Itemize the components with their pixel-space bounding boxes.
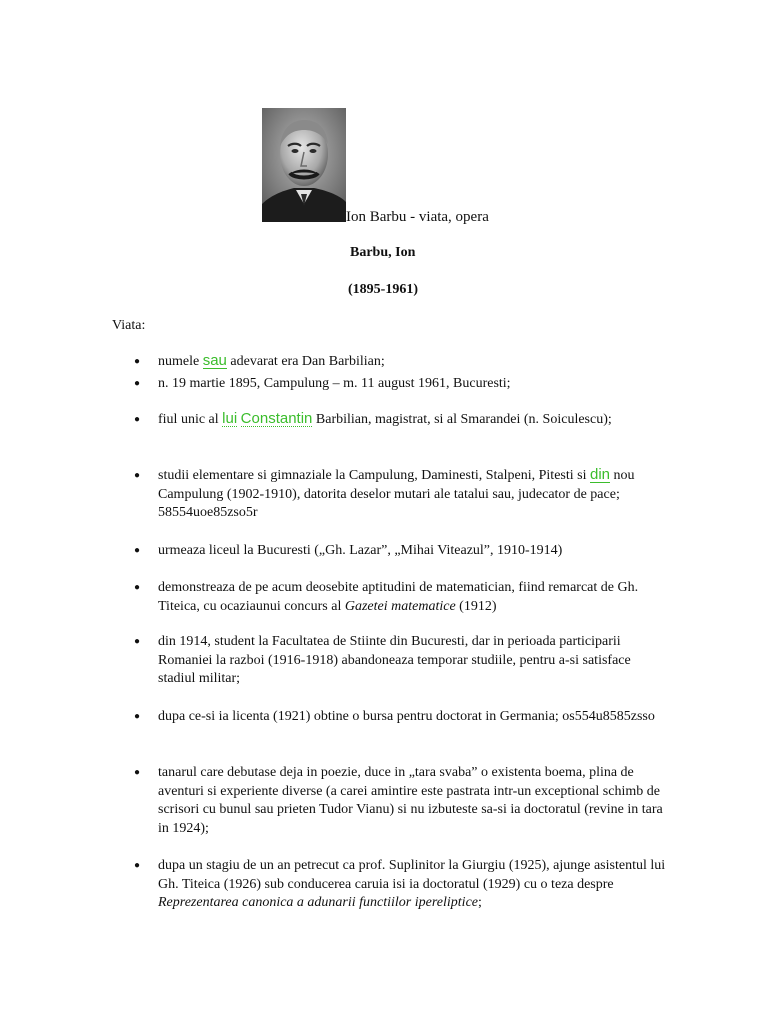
bullet-icon: ● (134, 414, 141, 425)
list-item: ● urmeaza liceul la Bucuresti („Gh. Lazar”, „Mihai Viteazul”, 1910-1914) (158, 542, 668, 561)
author-years: (1895-1961) (348, 282, 418, 297)
portrait-image (262, 108, 346, 222)
list-item: ● studii elementare si gimnaziale la Campulung, Daminesti, Stalpeni, Pitesti si din nou Campulung (1902-1910), datorita deselor mutari ale tatalui sau, judecator de pace; 58554uoe85zso5r (134, 466, 635, 520)
list-item: ● fiul unic al lui Constantin Barbilian, magistrat, si al Smarandei (n. Soiculescu); (158, 411, 668, 430)
bullet-icon: ● (134, 582, 141, 593)
bullet-icon: ● (134, 767, 141, 778)
list-item: ● dupa un stagiu de un an petrecut ca prof. Suplinitor la Giurgiu (1925), ajunge asistentul lui Gh. Titeica (1926) sub conducerea caruia isi ia doctoratul (1929) cu o teza despre Reprezentarea canonica a adunarii functiilor ipereliptice; (134, 858, 666, 910)
list-item: ● n. 19 martie 1895, Campulung – m. 11 august 1961, Bucuresti; (158, 375, 668, 394)
list-item: ● tanarul care debutase deja in poezie, duce in „tara svaba” o existenta boema, plina de aventuri si experiente diverse (a carei amintire este pastrata intr-un exceptional schimb de scrisori cu bunul sau prieten Tudor Vianu) si nu izbuteste sa-si ia doctoratul (revine in tara in 1924); (134, 765, 663, 836)
keyword-link[interactable]: lui (222, 410, 238, 427)
list-item: ● din 1914, student la Facultatea de Stiinte din Bucuresti, dar in perioada participarii Romaniei la razboi (1916-1918) abandoneaza temporar studiile, pentru a-si satisface stadiul militar; (134, 634, 631, 686)
list-item: ● numele sau adevarat era Dan Barbilian; (158, 353, 668, 372)
bullet-icon: ● (134, 356, 141, 367)
document-title: Ion Barbu - viata, opera (346, 209, 489, 225)
keyword-link[interactable]: sau (202, 352, 227, 369)
keyword-link[interactable]: din (589, 466, 611, 483)
list-item: ● demonstreaza de pe acum deosebite aptitudini de matematician, fiind remarcat de Gh. Titeica, cu ocaziaunui concurs al Gazetei matematice (1912) (134, 580, 639, 614)
bullet-icon: ● (134, 378, 141, 389)
author-name-heading: Barbu, Ion (350, 245, 416, 260)
section-label-viata: Viata: (112, 318, 146, 333)
keyword-link[interactable]: Constantin (240, 410, 313, 427)
list-item: ● dupa ce-si ia licenta (1921) obtine o bursa pentru doctorat in Germania; os554u8585zsso (158, 708, 668, 727)
bullet-icon: ● (134, 470, 141, 481)
bullet-icon: ● (134, 545, 141, 556)
bullet-icon: ● (134, 860, 141, 871)
bullet-icon: ● (134, 636, 141, 647)
bullet-icon: ● (134, 711, 141, 722)
